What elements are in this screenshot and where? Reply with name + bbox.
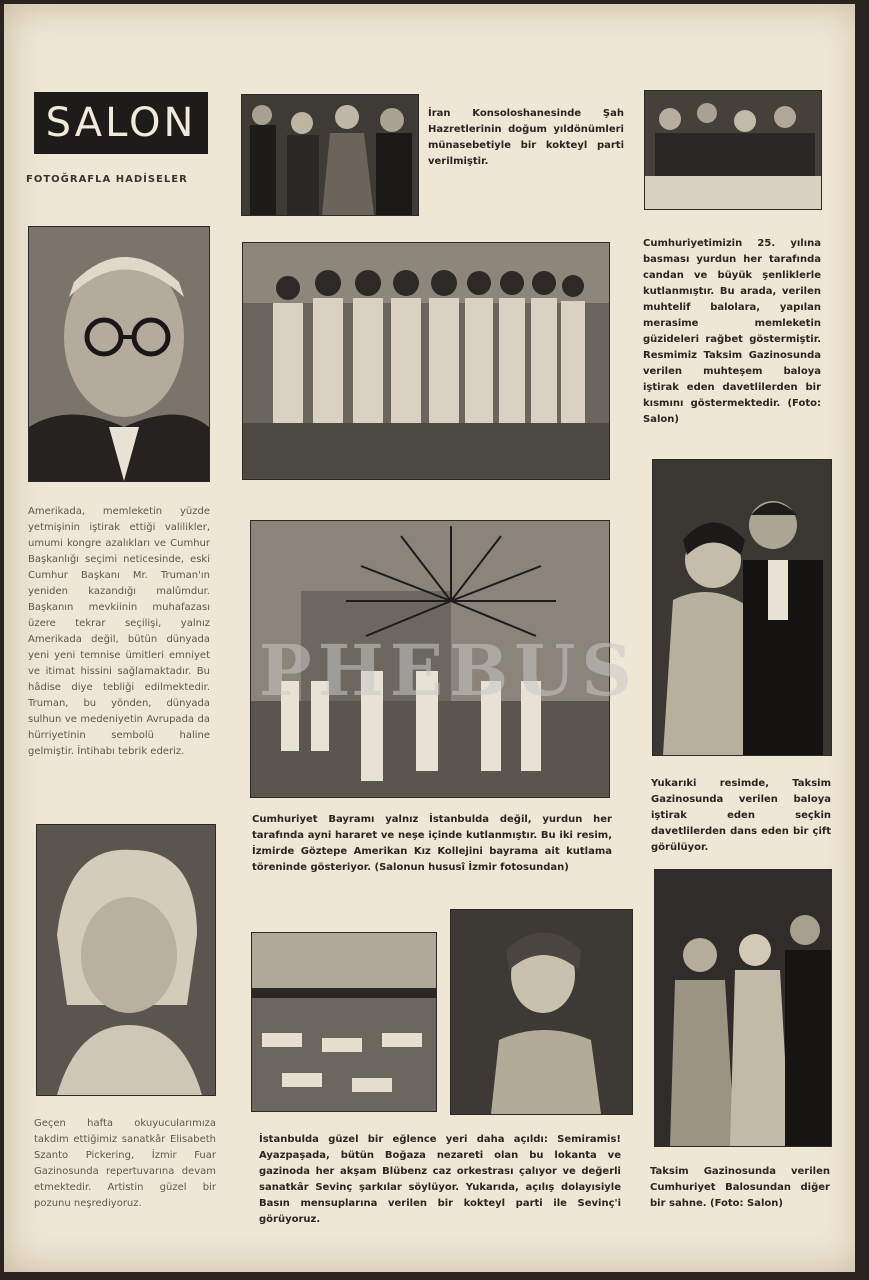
caption-actress: Geçen hafta okuyucularımıza takdim ettiğimiz sanatkâr Elisabeth Szanto Pickering, İzmir Fuar Gazinosunda repertuvarına devam etmektedir. Artistin güzel bir pozunu neşrediyoruz.: [34, 1118, 216, 1209]
photo-singer: [450, 909, 633, 1115]
caption-truman: Amerikada, memleketin yüzde yetmişinin iştirak ettiği valilikler, umumi kongre azalıkları ve Cumhur Başkanlığı seçimi neticesinde, eski Cumhur Başkanı Mr. Truman'ın yeniden kazandığı malûmdur. Başkanın mevkiinin muhafazası üzere tekrar seçilişi, yalnız Amerikada değil, bütün dünyada yeni yeni temnise ümitleri emniyet ve itimat hissini sağlamaktadır. Bu hâdise diye tebliği edilmektedir. Truman, bu yönden, dünyada sulhun ve medeniyetin Avrupada da hürriyetinin sembolü haline gelmiştir. İntihabı tebrik ederiz.: [28, 506, 210, 757]
section-subtitle: FOTOĞRAFLA HADİSELER: [26, 174, 188, 185]
caption-dans: Yukarıki resimde, Taksim Gazinosunda verilen baloya iştirak eden seçkin davetlilerden dans eden bir çift görülüyor.: [651, 778, 831, 853]
photo-ball-scene: [654, 869, 832, 1147]
caption-cumhuriyet: Cumhuriyetimizin 25. yılına basması yurdun her tarafında candan ve büyük şenliklerle kutlanmıştır. Bu arada, verilen muhtelif balolara, yapılan merasime memleketin güzideleri rağbet göstermiştir. Resmimiz Taksim Gazinosunda verilen muhteşem baloya iştirak eden davetlilerden bir kısmını göstermektedir. (Foto: Salon): [643, 238, 821, 425]
photo-actress-portrait: [36, 824, 216, 1096]
caption-bayram: Cumhuriyet Bayramı yalnız İstanbulda değil, yurdun her tarafında ayni hararet ve neşe içinde kutlanmıştır. Bu iki resim, İzmirde Göztepe Amerikan Kız Kollejini bayrama ait kutlama töreninde gösteriyor. (Salonun hususî İzmir fotosundan): [252, 814, 612, 873]
photo-parade-girls: [242, 242, 610, 480]
caption-semiramis: İstanbulda güzel bir eğlence yeri daha açıldı: Semiramis! Ayazpaşada, bütün Boğaza nezareti olan bu lokanta ve gazinoda her akşam Blübenz caz orkestrası çalıyor ve değerli sanatkâr Sevinç şarkılar söylüyor. Yukarıda, açılış dolayısiyle Basın mensuplarına verilen bir kokteyl parti ile Sevinç'i görüyoruz.: [259, 1134, 621, 1225]
photo-reception-group: [644, 90, 822, 210]
book-edge: [855, 0, 869, 1280]
photo-iran-consulate: [241, 94, 419, 216]
photo-restaurant: [251, 932, 437, 1112]
photo-truman: [28, 226, 210, 482]
watermark: PHEBUS: [259, 629, 638, 712]
photo-dancing-couple: [652, 459, 832, 756]
caption-balo: Taksim Gazinosunda verilen Cumhuriyet Balosundan diğer bir sahne. (Foto: Salon): [650, 1166, 830, 1209]
salon-logo: SALON: [34, 92, 208, 154]
caption-iran: İran Konsoloshanesinde Şah Hazretlerinin doğum yıldönümleri münasebetiyle bir kokteyl parti verilmiştir.: [428, 108, 624, 167]
magazine-page: [4, 4, 863, 1272]
